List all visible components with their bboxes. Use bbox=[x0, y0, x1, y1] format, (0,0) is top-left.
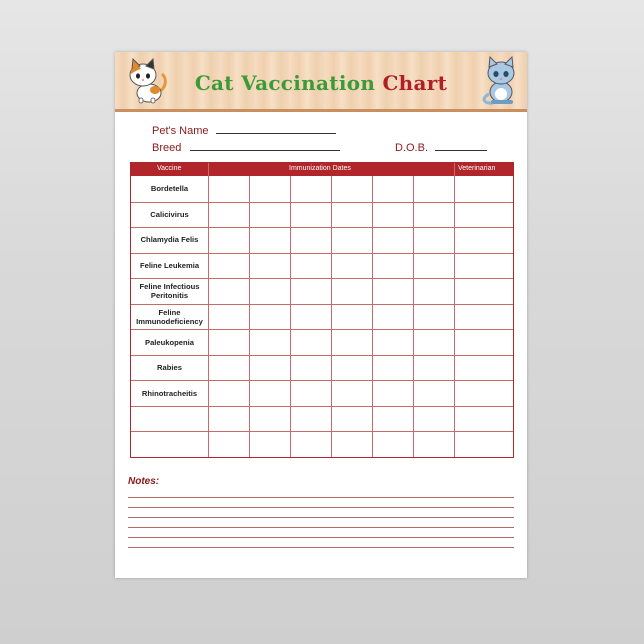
immunization-date-cell[interactable] bbox=[208, 278, 249, 304]
immunization-date-cell[interactable] bbox=[372, 329, 413, 355]
immunization-date-cell[interactable] bbox=[249, 406, 290, 432]
dob-label: D.O.B. bbox=[395, 142, 429, 154]
immunization-date-cell[interactable] bbox=[208, 253, 249, 279]
header-immunization-dates: Immunization Dates bbox=[289, 165, 351, 172]
blue-cat-icon bbox=[479, 56, 523, 106]
immunization-date-cell[interactable] bbox=[208, 227, 249, 253]
immunization-date-cell[interactable] bbox=[208, 380, 249, 406]
immunization-date-cell[interactable] bbox=[372, 431, 413, 457]
immunization-date-cell[interactable] bbox=[331, 329, 372, 355]
header-veterinarian: Veterinarian bbox=[458, 165, 496, 172]
immunization-date-cell[interactable] bbox=[290, 431, 331, 457]
immunization-date-cell[interactable] bbox=[208, 176, 249, 202]
vaccination-table bbox=[130, 162, 514, 458]
vaccine-row-label bbox=[131, 184, 208, 193]
immunization-date-cell[interactable] bbox=[249, 253, 290, 279]
immunization-date-cell[interactable] bbox=[331, 431, 372, 457]
immunization-date-cell[interactable] bbox=[290, 380, 331, 406]
immunization-date-cell[interactable] bbox=[208, 329, 249, 355]
pet-name-label: Pet's Name bbox=[152, 125, 209, 137]
immunization-date-cell[interactable] bbox=[290, 176, 331, 202]
vaccine-name: Feline bbox=[158, 308, 181, 317]
veterinarian-cell[interactable] bbox=[454, 329, 513, 355]
immunization-date-cell[interactable] bbox=[413, 253, 454, 279]
veterinarian-cell[interactable] bbox=[454, 380, 513, 406]
immunization-date-cell[interactable] bbox=[331, 176, 372, 202]
pet-name-line[interactable] bbox=[216, 124, 336, 134]
vaccine-row-label bbox=[131, 235, 208, 244]
immunization-date-cell[interactable] bbox=[208, 202, 249, 228]
immunization-date-cell[interactable] bbox=[413, 329, 454, 355]
title-banner bbox=[115, 52, 527, 112]
immunization-date-cell[interactable] bbox=[372, 176, 413, 202]
immunization-date-cell[interactable] bbox=[413, 227, 454, 253]
immunization-date-cell[interactable] bbox=[331, 380, 372, 406]
immunization-date-cell[interactable] bbox=[249, 380, 290, 406]
immunization-date-cell[interactable] bbox=[372, 278, 413, 304]
vaccine-row-label bbox=[131, 261, 208, 270]
veterinarian-cell[interactable] bbox=[454, 278, 513, 304]
immunization-date-cell[interactable] bbox=[249, 329, 290, 355]
immunization-date-cell[interactable] bbox=[331, 304, 372, 330]
vaccine-row-label bbox=[131, 308, 208, 326]
notes-line[interactable] bbox=[128, 517, 514, 518]
veterinarian-cell[interactable] bbox=[454, 253, 513, 279]
immunization-date-cell[interactable] bbox=[331, 227, 372, 253]
immunization-date-cell[interactable] bbox=[290, 304, 331, 330]
vaccination-chart-sheet bbox=[115, 52, 527, 578]
immunization-date-cell[interactable] bbox=[249, 355, 290, 381]
immunization-date-cell[interactable] bbox=[290, 202, 331, 228]
immunization-date-cell[interactable] bbox=[413, 176, 454, 202]
immunization-date-cell[interactable] bbox=[208, 304, 249, 330]
veterinarian-cell[interactable] bbox=[454, 406, 513, 432]
header-vaccine: Vaccine bbox=[157, 165, 182, 172]
immunization-date-cell[interactable] bbox=[413, 202, 454, 228]
breed-label: Breed bbox=[152, 142, 182, 154]
notes-line[interactable] bbox=[128, 537, 514, 538]
immunization-date-cell[interactable] bbox=[208, 406, 249, 432]
immunization-date-cell[interactable] bbox=[413, 431, 454, 457]
vaccine-row-label bbox=[131, 210, 208, 219]
immunization-date-cell[interactable] bbox=[413, 355, 454, 381]
vaccine-row-label bbox=[131, 282, 208, 300]
vaccine-name: Chlamydia Felis bbox=[140, 235, 199, 244]
veterinarian-cell[interactable] bbox=[454, 431, 513, 457]
vaccine-name: Rhinotracheitis bbox=[141, 389, 198, 398]
notes-line[interactable] bbox=[128, 497, 514, 498]
immunization-date-cell[interactable] bbox=[413, 380, 454, 406]
vaccine-row-label bbox=[131, 338, 208, 347]
veterinarian-cell[interactable] bbox=[454, 355, 513, 381]
immunization-date-cell[interactable] bbox=[249, 202, 290, 228]
vaccine-name: Peritonitis bbox=[150, 291, 189, 300]
immunization-date-cell[interactable] bbox=[249, 227, 290, 253]
breed-field bbox=[152, 141, 340, 154]
pet-name-field bbox=[152, 124, 336, 137]
immunization-date-cell[interactable] bbox=[413, 304, 454, 330]
immunization-date-cell[interactable] bbox=[372, 253, 413, 279]
veterinarian-cell[interactable] bbox=[454, 176, 513, 202]
immunization-date-cell[interactable] bbox=[331, 253, 372, 279]
immunization-date-cell[interactable] bbox=[331, 406, 372, 432]
immunization-date-cell[interactable] bbox=[249, 431, 290, 457]
notes-label: Notes: bbox=[128, 476, 160, 487]
vaccine-row-label bbox=[131, 363, 208, 372]
immunization-date-cell[interactable] bbox=[372, 304, 413, 330]
immunization-date-cell[interactable] bbox=[331, 355, 372, 381]
notes-line[interactable] bbox=[128, 507, 514, 508]
notes-line[interactable] bbox=[128, 547, 514, 548]
title-part2: Chart bbox=[382, 71, 448, 95]
immunization-date-cell[interactable] bbox=[372, 202, 413, 228]
immunization-date-cell[interactable] bbox=[331, 278, 372, 304]
veterinarian-cell[interactable] bbox=[454, 304, 513, 330]
immunization-date-cell[interactable] bbox=[208, 431, 249, 457]
immunization-date-cell[interactable] bbox=[290, 227, 331, 253]
immunization-date-cell[interactable] bbox=[249, 304, 290, 330]
chart-title bbox=[115, 71, 527, 95]
vaccine-name: Immunodeficiency bbox=[136, 317, 203, 326]
dob-line[interactable] bbox=[435, 141, 487, 151]
vaccine-name: Feline Infectious bbox=[139, 282, 200, 291]
immunization-date-cell[interactable] bbox=[290, 329, 331, 355]
immunization-date-cell[interactable] bbox=[372, 355, 413, 381]
immunization-date-cell[interactable] bbox=[372, 406, 413, 432]
immunization-date-cell[interactable] bbox=[372, 227, 413, 253]
immunization-date-cell[interactable] bbox=[208, 355, 249, 381]
immunization-date-cell[interactable] bbox=[290, 355, 331, 381]
immunization-date-cell[interactable] bbox=[290, 278, 331, 304]
immunization-date-cell[interactable] bbox=[290, 253, 331, 279]
immunization-date-cell[interactable] bbox=[249, 176, 290, 202]
immunization-date-cell[interactable] bbox=[249, 278, 290, 304]
title-part1: Cat Vaccination bbox=[194, 71, 376, 95]
immunization-date-cell[interactable] bbox=[290, 406, 331, 432]
immunization-date-cell[interactable] bbox=[413, 278, 454, 304]
notes-line[interactable] bbox=[128, 527, 514, 528]
vaccine-name: Calicivirus bbox=[150, 210, 189, 219]
immunization-date-cell[interactable] bbox=[331, 202, 372, 228]
dob-field bbox=[395, 141, 487, 154]
vaccine-name: Paleukopenia bbox=[145, 338, 194, 347]
veterinarian-cell[interactable] bbox=[454, 227, 513, 253]
veterinarian-cell[interactable] bbox=[454, 202, 513, 228]
vaccine-row-label bbox=[131, 389, 208, 398]
immunization-date-cell[interactable] bbox=[413, 406, 454, 432]
immunization-date-cell[interactable] bbox=[372, 380, 413, 406]
table-header bbox=[131, 163, 513, 176]
vaccine-name: Bordetella bbox=[150, 184, 189, 193]
breed-line[interactable] bbox=[190, 141, 340, 151]
vaccine-name: Feline Leukemia bbox=[139, 261, 200, 270]
vaccine-name: Rabies bbox=[157, 363, 182, 372]
